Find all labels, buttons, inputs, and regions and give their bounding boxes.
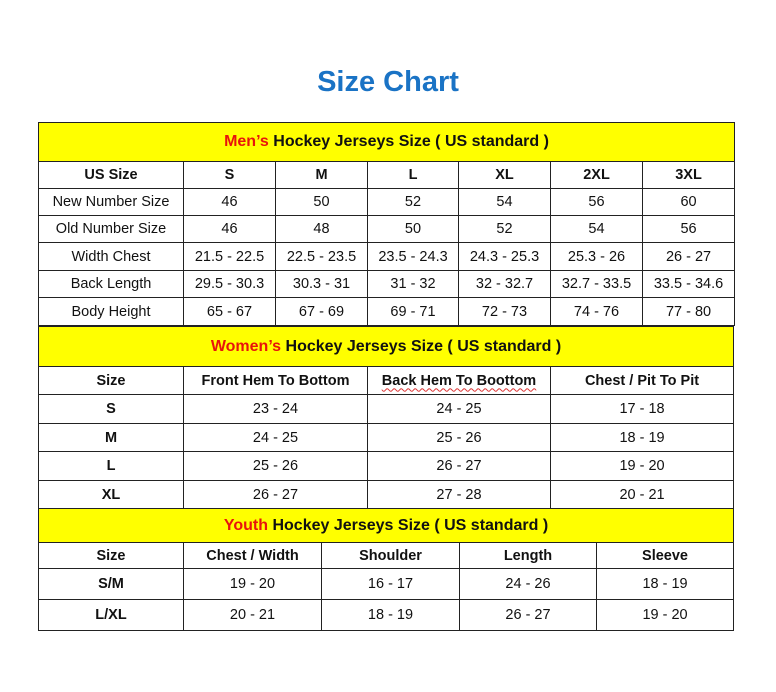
table-cell: 72 - 73 bbox=[459, 298, 551, 326]
youth-heading-accent: Youth bbox=[223, 516, 269, 534]
column-header: Size bbox=[39, 367, 184, 395]
table-cell: 18 - 19 bbox=[551, 424, 734, 452]
table-row bbox=[39, 189, 735, 216]
table-cell: 52 bbox=[459, 216, 551, 243]
men-section-heading bbox=[39, 123, 735, 162]
table-cell: 27 - 28 bbox=[368, 481, 551, 509]
table-row bbox=[39, 395, 734, 424]
table-cell: 24 - 25 bbox=[184, 424, 368, 452]
table-cell: 25 - 26 bbox=[368, 424, 551, 452]
table-cell: 24.3 - 25.3 bbox=[459, 243, 551, 271]
column-header: Back Hem To Boottom bbox=[368, 367, 551, 395]
row-label: Body Height bbox=[39, 298, 184, 326]
table-row bbox=[39, 271, 735, 298]
men-heading-text: Hockey Jerseys Size ( US standard ) bbox=[268, 133, 549, 150]
table-cell: 26 - 27 bbox=[643, 243, 735, 271]
table-cell: 20 - 21 bbox=[184, 600, 322, 631]
row-label: S/M bbox=[39, 569, 184, 600]
column-header: M bbox=[276, 162, 368, 189]
page-title: Size Chart bbox=[317, 66, 459, 98]
youth-column-header-row bbox=[39, 543, 734, 569]
row-label: L/XL bbox=[39, 600, 184, 631]
column-header: Length bbox=[460, 543, 597, 569]
column-header: 3XL bbox=[643, 162, 735, 189]
row-label: New Number Size bbox=[39, 189, 184, 216]
men-heading-accent: Men’s bbox=[224, 133, 269, 150]
row-label: Back Length bbox=[39, 271, 184, 298]
table-cell: 19 - 20 bbox=[184, 569, 322, 600]
column-header: S bbox=[184, 162, 276, 189]
table-cell: 17 - 18 bbox=[551, 395, 734, 424]
table-cell: 50 bbox=[276, 189, 368, 216]
women-size-table bbox=[38, 326, 733, 509]
table-cell: 32 - 32.7 bbox=[459, 271, 551, 298]
table-row bbox=[39, 298, 735, 326]
table-cell: 23.5 - 24.3 bbox=[368, 243, 459, 271]
table-cell: 50 bbox=[368, 216, 459, 243]
table-cell: 22.5 - 23.5 bbox=[276, 243, 368, 271]
women-heading-text: Hockey Jerseys Size ( US standard ) bbox=[281, 337, 562, 355]
table-cell: 60 bbox=[643, 189, 735, 216]
row-label: Width Chest bbox=[39, 243, 184, 271]
table-row bbox=[39, 216, 735, 243]
table-cell: 31 - 32 bbox=[368, 271, 459, 298]
column-header: Sleeve bbox=[597, 543, 734, 569]
table-cell: 77 - 80 bbox=[643, 298, 735, 326]
row-label: L bbox=[39, 452, 184, 481]
table-cell: 54 bbox=[459, 189, 551, 216]
men-column-header-row bbox=[39, 162, 735, 189]
table-cell: 18 - 19 bbox=[597, 569, 734, 600]
table-cell: 46 bbox=[184, 216, 276, 243]
women-heading-accent: Women’s bbox=[210, 337, 282, 355]
youth-heading-text: Hockey Jerseys Size ( US standard ) bbox=[268, 516, 549, 534]
table-cell: 21.5 - 22.5 bbox=[184, 243, 276, 271]
table-cell: 23 - 24 bbox=[184, 395, 368, 424]
women-section-heading bbox=[39, 327, 734, 367]
column-header: Shoulder bbox=[322, 543, 460, 569]
table-cell: 26 - 27 bbox=[184, 481, 368, 509]
table-cell: 20 - 21 bbox=[551, 481, 734, 509]
table-cell: 54 bbox=[551, 216, 643, 243]
table-cell: 24 - 26 bbox=[460, 569, 597, 600]
table-cell: 19 - 20 bbox=[597, 600, 734, 631]
table-cell: 46 bbox=[184, 189, 276, 216]
table-cell: 56 bbox=[643, 216, 735, 243]
table-cell: 32.7 - 33.5 bbox=[551, 271, 643, 298]
table-cell: 26 - 27 bbox=[368, 452, 551, 481]
table-cell: 48 bbox=[276, 216, 368, 243]
table-cell: 18 - 19 bbox=[322, 600, 460, 631]
table-row bbox=[39, 569, 734, 600]
column-header: Chest / Pit To Pit bbox=[551, 367, 734, 395]
column-header: L bbox=[368, 162, 459, 189]
table-cell: 30.3 - 31 bbox=[276, 271, 368, 298]
table-cell: 69 - 71 bbox=[368, 298, 459, 326]
column-header: Chest / Width bbox=[184, 543, 322, 569]
row-label: S bbox=[39, 395, 184, 424]
row-label: M bbox=[39, 424, 184, 452]
column-header: US Size bbox=[39, 162, 184, 189]
women-column-header-row bbox=[39, 367, 734, 395]
column-header: Size bbox=[39, 543, 184, 569]
table-row bbox=[39, 600, 734, 631]
table-row bbox=[39, 243, 735, 271]
youth-section-heading bbox=[39, 509, 734, 543]
table-cell: 74 - 76 bbox=[551, 298, 643, 326]
table-row bbox=[39, 452, 734, 481]
column-header: Front Hem To Bottom bbox=[184, 367, 368, 395]
table-cell: 19 - 20 bbox=[551, 452, 734, 481]
table-cell: 26 - 27 bbox=[460, 600, 597, 631]
table-cell: 67 - 69 bbox=[276, 298, 368, 326]
table-row bbox=[39, 481, 734, 509]
table-cell: 29.5 - 30.3 bbox=[184, 271, 276, 298]
table-cell: 33.5 - 34.6 bbox=[643, 271, 735, 298]
men-size-table bbox=[38, 122, 733, 326]
table-cell: 24 - 25 bbox=[368, 395, 551, 424]
column-header: XL bbox=[459, 162, 551, 189]
table-row bbox=[39, 424, 734, 452]
table-cell: 56 bbox=[551, 189, 643, 216]
table-cell: 25 - 26 bbox=[184, 452, 368, 481]
table-cell: 65 - 67 bbox=[184, 298, 276, 326]
youth-size-table bbox=[38, 508, 733, 631]
table-cell: 52 bbox=[368, 189, 459, 216]
table-cell: 25.3 - 26 bbox=[551, 243, 643, 271]
table-cell: 16 - 17 bbox=[322, 569, 460, 600]
column-header: 2XL bbox=[551, 162, 643, 189]
row-label: XL bbox=[39, 481, 184, 509]
row-label: Old Number Size bbox=[39, 216, 184, 243]
